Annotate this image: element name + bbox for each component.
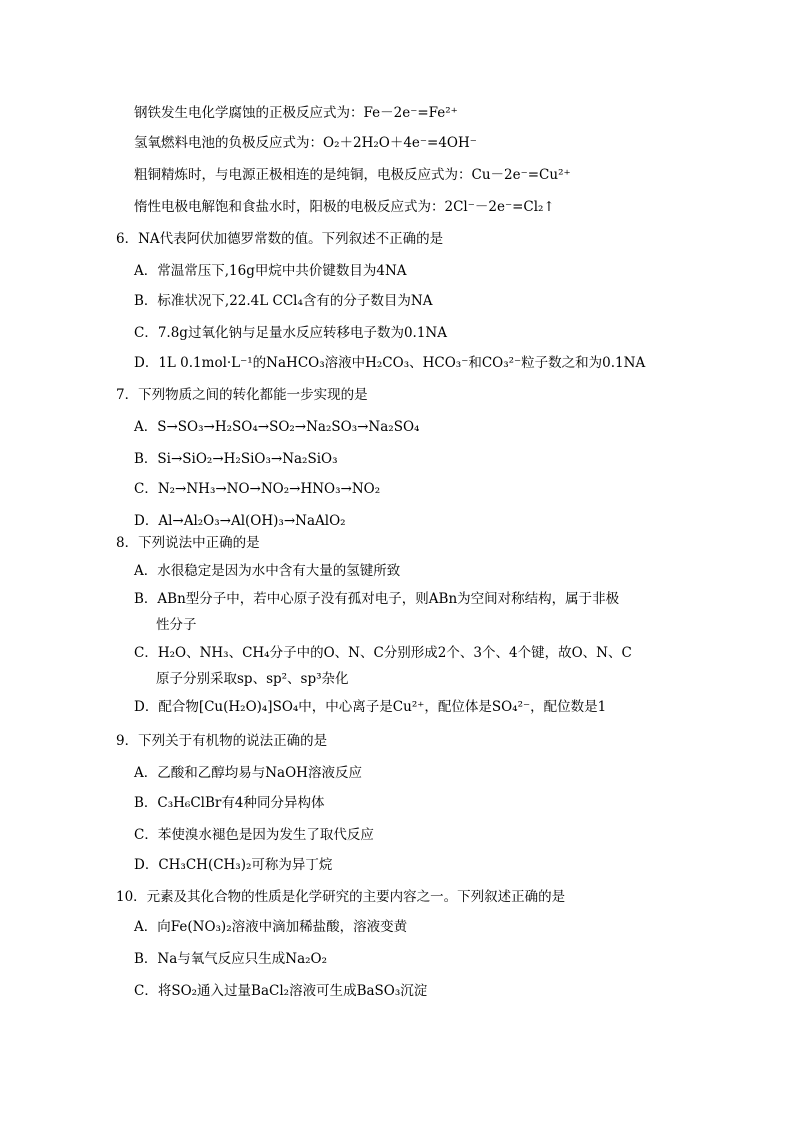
q6-option-c: C．7.8g过氧化钠与足量水反应转移电子数为0.1NA xyxy=(134,325,447,341)
q10-option-c: C．将SO₂通入过量BaCl₂溶液可生成BaSO₃沉淀 xyxy=(134,983,428,999)
q8-stem: 8．下列说法中正确的是 xyxy=(116,535,260,551)
q7-option-c: C．N₂→NH₃→NO→NO₂→HNO₃→NO₂ xyxy=(134,481,381,497)
q10-stem: 10．元素及其化合物的性质是化学研究的主要内容之一。下列叙述正确的是 xyxy=(116,889,566,905)
q10-option-b: B．Na与氧气反应只生成Na₂O₂ xyxy=(134,951,328,967)
q9-stem: 9．下列关于有机物的说法正确的是 xyxy=(116,733,328,749)
q5-option-c: 粗铜精炼时，与电源正极相连的是纯铜，电极反应式为：Cu－2e⁻=Cu²⁺ xyxy=(134,167,571,183)
q6-stem: 6．NA代表阿伏加德罗常数的值。下列叙述不正确的是 xyxy=(116,231,444,247)
q6-option-a: A．常温常压下,16g甲烷中共价键数目为4NA xyxy=(134,263,407,279)
q5-option-b: 氢氧燃料电池的负极反应式为：O₂＋2H₂O＋4e⁻=4OH⁻ xyxy=(134,135,477,151)
q9-option-a: A．乙酸和乙醇均易与NaOH溶液反应 xyxy=(134,765,362,781)
q7-option-a: A．S→SO₃→H₂SO₄→SO₂→Na₂SO₃→Na₂SO₄ xyxy=(134,419,420,435)
q9-option-c: C．苯使溴水褪色是因为发生了取代反应 xyxy=(134,827,374,843)
q8-option-d: D．配合物[Cu(H₂O)₄]SO₄中，中心离子是Cu²⁺，配位体是SO₄²⁻，配位数是1 xyxy=(134,699,607,715)
q8-option-b-line1: B．ABn型分子中，若中心原子没有孤对电子，则ABn为空间对称结构，属于非极 xyxy=(134,591,620,607)
q6-option-d: D．1L 0.1mol·L⁻¹的NaHCO₃溶液中H₂CO₃、HCO₃⁻和CO₃²⁻粒子数之和为0.1NA xyxy=(134,355,646,371)
q10-option-a: A．向Fe(NO₃)₂溶液中滴加稀盐酸，溶液变黄 xyxy=(134,919,408,935)
q5-option-a: 钢铁发生电化学腐蚀的正极反应式为：Fe－2e⁻=Fe²⁺ xyxy=(134,105,458,121)
q7-option-d: D．Al→Al₂O₃→Al(OH)₃→NaAlO₂ xyxy=(134,513,346,529)
q7-stem: 7．下列物质之间的转化都能一步实现的是 xyxy=(116,387,368,403)
q8-option-c-line1: C．H₂O、NH₃、CH₄分子中的O、N、C分别形成2个、3个、4个键，故O、N、C xyxy=(134,645,632,661)
q9-option-b: B．C₃H₆ClBr有4种同分异构体 xyxy=(134,795,325,811)
q5-option-d: 惰性电极电解饱和食盐水时，阳极的电极反应式为：2Cl⁻－2e⁻=Cl₂↑ xyxy=(134,199,555,215)
q8-option-c-line2: 原子分别采取sp、sp²、sp³杂化 xyxy=(156,671,349,687)
q8-option-a: A．水很稳定是因为水中含有大量的氢键所致 xyxy=(134,563,401,579)
q7-option-b: B．Si→SiO₂→H₂SiO₃→Na₂SiO₃ xyxy=(134,451,338,467)
q9-option-d: D．CH₃CH(CH₃)₂可称为异丁烷 xyxy=(134,857,333,873)
q6-option-b: B．标准状况下,22.4L CCl₄含有的分子数目为NA xyxy=(134,293,433,309)
q8-option-b-line2: 性分子 xyxy=(156,617,197,633)
